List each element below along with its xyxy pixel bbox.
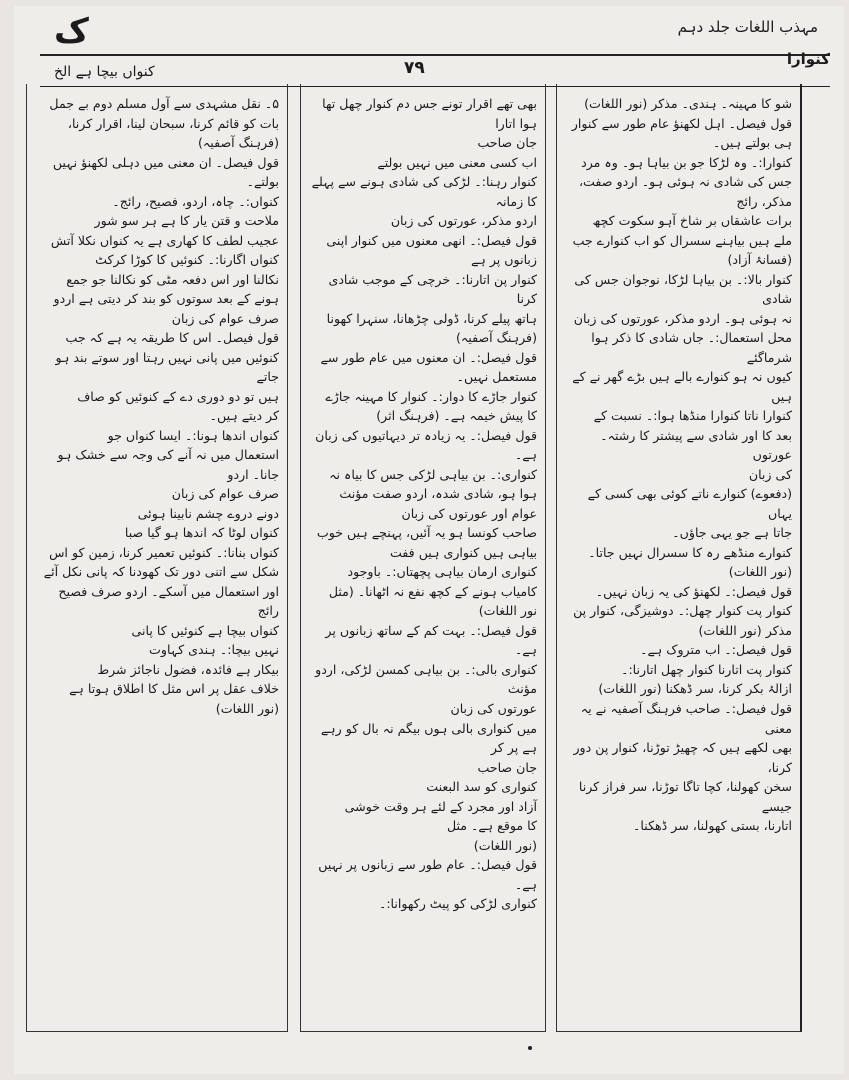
guide-word-left: کنواں بیچا ہے الخ: [54, 64, 155, 80]
column-middle: [300, 84, 546, 1032]
guide-word-right: کنوارا: [786, 50, 830, 68]
column-right: [556, 84, 802, 1032]
column-left-text: ۵۔ نقل مشہدی سے آول مسلم دوم بے جمل بات کو قائم کرنا، سبحان لینا، اقرار کرنا، (فرہنگ آصفیہ) قول فیصل۔ ان معنی میں دہلی لکھنؤ نہیں بولتے۔ کنواں:۔ چاہ، اردو، فصیح، رائج۔ ملاحت و قتن یار کا ہے ہر سو شور عجیب لطف کا کھاری ہے یہ کنواں نکلا آتش کنواں اگارنا:۔ کنوئیں کا کوڑا کرکٹ نکالنا اور اس دفعہ مٹی کو نکالنا جو جمع ہونے کے بعد سوتوں کو بند کر دیتی ہے اردو صرف عوام کی زبان قول فیصل۔ اس کا طریقہ یہ ہے کہ جب کنوئیں میں پانی نہیں رہتا اور سوتے بند ہو جاتے ہیں تو دو دوری دے کے کنوئیں کو صاف کر دیتے ہیں۔ کنواں اندھا ہونا:۔ ایسا کنواں جو استعمال میں نہ آنے کی وجہ سے خشک ہو جانا۔ اردو صرف عوام کی زبان دونے دروے چشم نابینا ہوئی کنواں لوٹا کہ اندھا ہو گیا صبا کنواں بنانا:۔ کنوئیں تعمیر کرنا، زمین کو اس شکل سے اتنی دور تک کھودنا کہ پانی نکل آئے اور استعمال میں آسکے۔ اردو صرف فصیح رائج کنواں بیچا ہے کنوئیں کا پانی نہیں بیچا:۔ ہندی کہاوت بیکار ہے فائدہ، فضول ناجائز شرط خلاف عقل پر اس مثل کا اطلاق ہوتا ہے (نور اللغات): [43, 96, 279, 716]
header-rule: [40, 54, 830, 56]
page-number: ۷۹: [404, 58, 425, 78]
page-dot: [528, 1046, 532, 1050]
section-letter: ک: [54, 11, 89, 51]
column-left: [26, 84, 288, 1032]
series-title: مہذب اللغات جلد دہم: [677, 18, 818, 36]
column-middle-text: بھی تھے اقرار تونے جس دم کنوار چھل تھا ہوا اتارا جان صاحب اب کسی معنی میں نہیں بولتے کنوار رہنا:۔ لڑکی کی شادی ہونے سے پہلے کا زمانہ اردو مذکر، عورتوں کی زبان قول فیصل:۔ انھی معنوں میں کنوار اپنی زبانوں پر ہے کنوار پن اتارنا:۔ خرچی کے موجب شادی کرنا ہاتھ پیلے کرنا، ڈولی چڑھانا، سنہرا کھونا (فرہنگ آصفیہ) قول فیصل:۔ ان معنوں میں عام طور سے مستعمل نہیں۔ کنوار جاڑے کا دوار:۔ کنوار کا مہینہ جاڑے کا پیش خیمہ ہے۔ (فرہنگ اثر) قول فیصل:۔ یہ زیادہ تر دیہاتیوں کی زبان ہے۔ کنواری:۔ بن بیاہی لڑکی جس کا بیاہ نہ ہوا ہو، شادی شدہ، اردو صفت مؤنث عوام اور عورتوں کی زبان صاحب کونسا ہو یہ آئیں، پہنچے ہیں خوب بیاہی ہیں کنواری ہیں ففت کنواری ارمان بیاہی پچھتاں:۔ باوجود کامیاب ہونے کے کچھ نفع نہ اٹھانا۔ (مثل نور اللغات) قول فیصل:۔ بہت کم کے ساتھ زبانوں پر ہے۔ کنواری بالی:۔ بن بیاہی کمسن لڑکی، اردو مؤنث عورتوں کی زبان میں کنواری بالی ہوں بیگم نہ بال کو رہے ہے پر کر جان صاحب کنواری کو سد البعنت آزاد اور مجرد کے لئے ہر وقت خوشی کا موقع ہے۔ مثل (نور اللغات) قول فیصل:۔ عام طور سے زبانوں پر نہیں ہے۔ کنواری لڑکی کو پیٹ رکھوانا:۔: [311, 96, 537, 912]
column-right-text: شو کا مہینہ۔ ہندی۔ مذکر (نور اللغات) قول فیصل۔ اہل لکھنؤ عام طور سے کنوار ہی بولتے ہیں۔ کنوارا:۔ وہ لڑکا جو بن بیاہا ہو۔ وہ مرد جس کی شادی نہ ہوئی ہو۔ اردو صفت، مذکر، رائج برات عاشقاں بر شاخ آہو سکوت کچھ ملے ہیں بیاہنے سسرال کو اب کنوارے جب (فسانۂ آزاد) کنوار بالا:۔ بن بیاہا لڑکا، نوجوان جس کی شادی نہ ہوئی ہو۔ اردو مذکر، عورتوں کی زبان محل استعمال:۔ جاں شادی کا ذکر ہوا شرماگئے کیوں نہ ہو کنوارے بالے ہیں بڑے گھر نے کے ہیں کنوارا ناتا کنوارا منڈھا ہوا:۔ نسبت کے بعد کا اور شادی سے پیشتر کا رشتہ۔ عورتوں کی زبان (دفعوے) کنوارے ناتے کوئی بھی کسی کے یہاں جاتا ہے جو یہی جاؤں۔ کنوارے منڈھے رہ کا سسرال نہیں جاتا۔ (نور اللغات) قول فیصل:۔ لکھنؤ کی یہ زبان نہیں۔ کنوار پت کنوار چھل:۔ دوشیزگی، کنوار پن مذکر (نور اللغات) قول فیصل:۔ اب متروک ہے۔ کنوار پت اتارنا کنوار چھل اتارنا:۔ ازالۂ بکر کرنا، سر ڈھکنا (نور اللغات) قول فیصل:۔ صاحب فرہنگ آصفیہ نے یہ معنی بھی لکھے ہیں کہ چھیڑ توڑنا، کنوار پن دور کرنا، سخن کھولنا، کچا تاگا توڑنا، سر فراز کرنا جیسے اتارنا، بستی کھولنا، سر ڈھکنا۔: [571, 96, 792, 834]
